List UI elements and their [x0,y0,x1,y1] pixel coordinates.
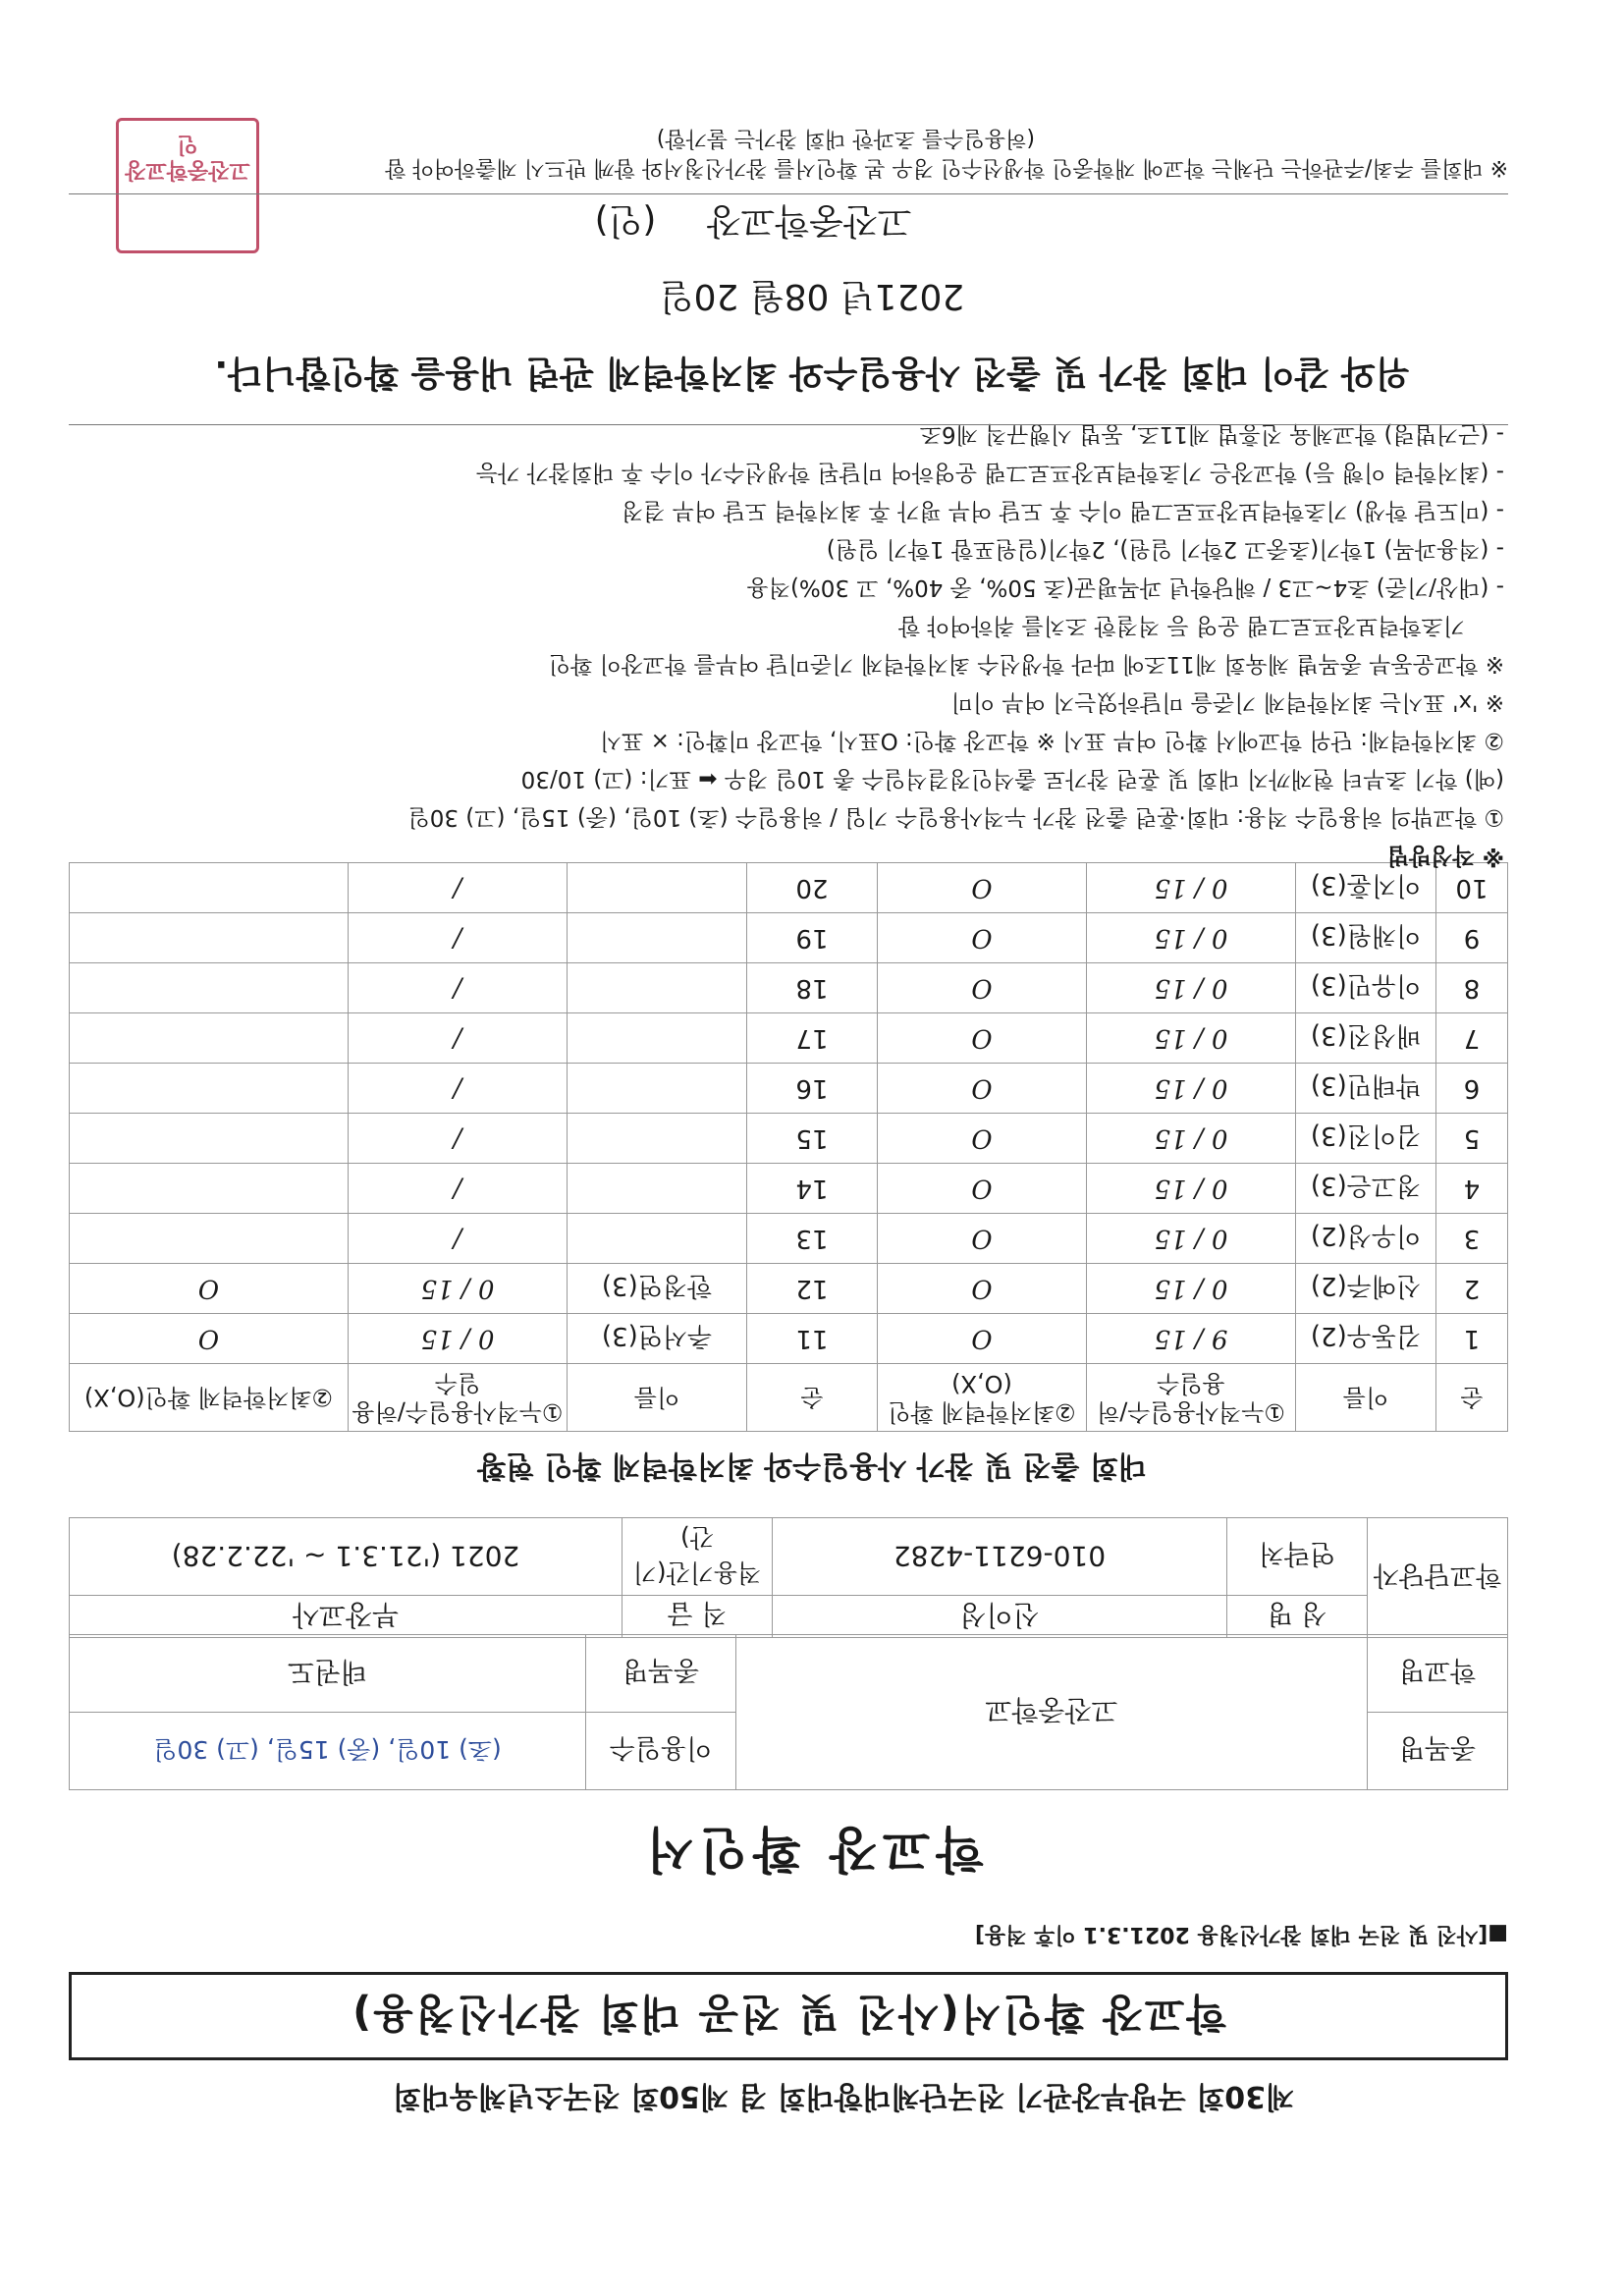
row-min: O [70,1264,349,1314]
table-row [70,913,1508,963]
note-line: ※ 학교운동부 종목별 체육회 제11조에 따라 학생선수 최저학력제 기준미달 여부를 학교장이 확인 [548,651,1504,677]
row-min [70,913,349,963]
row-name: 김동우(2) [1296,1314,1436,1364]
footnote-2: (허용일수를 초과한 대회 참가는 불가함) [656,126,1035,150]
table-row [70,1013,1508,1064]
period-value: 2021 ('21.3.1 ~ '22.2.28) [70,1518,623,1596]
row-usage: 0 / 15 [1087,863,1296,913]
note-line: (예) 학기 초부터 현재까지 대회 및 훈련 참가로 출석인정결석일수 총 10일 경우 ⬅ 표기: (고) 10/30 [520,766,1504,792]
row-name: 이지훈(3) [1296,863,1436,913]
row-min: O [878,1314,1087,1364]
row-min: O [878,1114,1087,1164]
col-name-2: 이름 [568,1364,747,1432]
status-title: 대회 출전 및 참가 사용일수와 최저학력제 확인 현황 [477,1449,1147,1483]
period-label: 적용기간(기간) [623,1518,773,1596]
table-row [70,1214,1508,1264]
row-no: 18 [747,963,878,1013]
note-line: - (미도달 학생) 기초학력보장프로그램 이수 후 도달 여부 평가 후 최저학력 도달 여부 결정 [622,498,1504,523]
row-min [70,1013,349,1064]
col-min: ②최저학력제 확인(O,X) [878,1364,1087,1432]
scope-note: ■[사진 및 전국 대회 참가신청용 2021.3.1 이후 적용] [974,1922,1508,1946]
row-min: O [878,913,1087,963]
note-line: - (최저학력 이행 등) 학교장은 기초학력보장프로그램 운영하여 미달된 학생선수가 이수 후 대회참가 가능 [475,460,1504,485]
col-name: 이름 [1296,1364,1436,1432]
info-table [69,1634,1508,1790]
row-min: O [878,863,1087,913]
name-label: 성 명 [1227,1596,1368,1638]
contact-label: 연락처 [1227,1518,1368,1596]
row-no: 12 [747,1264,878,1314]
confirm-statement: 위와 같이 대회 참가 및 출전 사용일수와 최저학력제 관련 내용을 확인합니다. [214,353,1410,393]
contact-value: 010-6211-4282 [773,1518,1227,1596]
row-name: 배성진(3) [1296,1013,1436,1064]
row-no: 17 [747,1013,878,1064]
footnote: ※ 대회를 주최/주관하는 단체는 학교에 재학중인 학생선수인 경우 본 확인서를 참가신청서와 함께 반드시 제출하여야 함 [385,155,1508,180]
coach-label: 학교담당자 [1368,1518,1508,1638]
event-label: 종목명 [1368,1713,1508,1790]
row-min [70,1214,349,1264]
row-name: 정고은(3) [1296,1164,1436,1214]
row-name: 한정연(3) [568,1264,747,1314]
table-row [70,1164,1508,1214]
name-value: 신이성 [773,1596,1227,1638]
note-line: - (적용과목) 1학기(초중고 2학기 일원), 2학기(일원포함 1학기 일원) [826,536,1504,562]
event-label-2: 종목명 [586,1635,736,1713]
row-no: 5 [1436,1114,1508,1164]
school-sign-name: 고잔중학교장 [706,200,912,241]
row-min: O [878,1064,1087,1114]
row-name: 이우성(2) [1296,1214,1436,1264]
col-usage: ①누적사용일수/허용일수 [1087,1364,1296,1432]
position-value: 부장교사 [70,1596,623,1638]
event-value: 태권도 [70,1635,586,1713]
row-usage: / [349,1164,568,1214]
row-name: 박태민(3) [1296,1064,1436,1114]
row-usage: / [349,913,568,963]
row-usage: / [349,1214,568,1264]
usage-label: 이용일수 [586,1713,736,1790]
row-usage: 9 / 15 [1087,1314,1296,1364]
row-usage: 0 / 15 [1087,963,1296,1013]
row-name: 신예주(2) [1296,1264,1436,1314]
row-min [70,1064,349,1114]
row-min: O [878,1013,1087,1064]
seal-text: 고잔중학교장인 [125,132,250,182]
row-usage: 0 / 15 [1087,1114,1296,1164]
form-title: 학교장 확인서 [640,1821,984,1878]
note-line: ※ 작성방법 [1386,843,1504,868]
table-row [70,1264,1508,1314]
row-name [568,913,747,963]
col-min-2: ②최저학력제 확인(O,X) [70,1364,349,1432]
usage-value: (초) 10일, (중) 15일, (고) 30일 [70,1713,586,1790]
row-min [70,1164,349,1214]
roster-table [69,862,1508,1432]
row-no: 19 [747,913,878,963]
row-usage: 0 / 15 [1087,1064,1296,1114]
row-no: 14 [747,1164,878,1214]
position-label: 직 급 [623,1596,773,1638]
note-line: 기초학력보장프로그램 운영 등 적절한 조치를 취하여야 함 [897,613,1465,638]
row-no: 13 [747,1214,878,1264]
row-usage: 0 / 15 [349,1264,568,1314]
row-no: 6 [1436,1064,1508,1114]
row-usage: 0 / 15 [1087,1013,1296,1064]
table-row [70,963,1508,1013]
note-line: - (근거법령) 학교체육 진흥법 제11조, 동법 시행규칙 제6조 [919,421,1504,447]
row-no: 16 [747,1064,878,1114]
row-usage: / [349,1013,568,1064]
row-min [70,1114,349,1164]
notes-section [51,414,1504,874]
row-no: 15 [747,1114,878,1164]
row-min [70,963,349,1013]
school-value: 고잔중학교 [736,1635,1368,1790]
row-usage: 0 / 15 [1087,1164,1296,1214]
form-box-title: 학교장 확인서(사진 및 전공 대회 참가신청용) [69,1972,1508,2060]
row-usage: / [349,963,568,1013]
row-usage: 0 / 15 [1087,1264,1296,1314]
sign-mark: (인) [594,200,657,241]
note-line: ② 최저학력제: 단위 학교에서 확인 여부 표시 ※ 학교장 확인: O표시, 학교장 미확인: × 표시 [599,728,1504,753]
row-usage: 0 / 15 [349,1314,568,1364]
col-usage-2: ①누적사용일수/허용일수 [349,1364,568,1432]
row-name [568,1214,747,1264]
school-seal-stamp [116,118,259,253]
school-label: 학교명 [1368,1635,1508,1713]
table-row [70,1114,1508,1164]
col-no-2: 순 [747,1364,878,1432]
row-name: 김이진(3) [1296,1114,1436,1164]
roster-body [70,863,1508,1364]
row-usage: 0 / 15 [1087,913,1296,963]
row-usage: 0 / 15 [1087,1214,1296,1264]
row-min: O [878,1164,1087,1214]
row-min: O [70,1314,349,1364]
row-name [568,963,747,1013]
table-row [70,1064,1508,1114]
row-no: 8 [1436,963,1508,1013]
row-no: 9 [1436,913,1508,963]
row-min: O [878,963,1087,1013]
row-no: 10 [1436,863,1508,913]
note-line: ① 학교밖의 허용일수 적용: 대회·훈련 출전 참가 누적사용일수 기입 / 허용일수 (초) 10일, (중) 15일, (고) 30일 [407,804,1504,830]
row-no: 2 [1436,1264,1508,1314]
row-name [568,1164,747,1214]
row-name: 추서연(3) [568,1314,747,1364]
row-usage: / [349,863,568,913]
table-row [70,1314,1508,1364]
row-no: 11 [747,1314,878,1364]
note-line: ※ 'x' 표시는 최저학력제 기준을 미달하였는지 여부 이미 [950,689,1504,715]
row-min: O [878,1264,1087,1314]
row-no: 7 [1436,1013,1508,1064]
coach-table [69,1517,1508,1638]
row-name [568,1064,747,1114]
row-min: O [878,1214,1087,1264]
row-no: 1 [1436,1314,1508,1364]
row-no: 20 [747,863,878,913]
note-line: - (대상/기준) 초4~고3 / 해당학년 과목평균(초 50%, 중 40%, 고 30%)적용 [746,574,1504,600]
row-name: 이채원(3) [1296,913,1436,963]
event-header: 제30회 국방부장관기 전국단체대항대회 겸 제50회 전국소년체육대회 [392,2079,1294,2113]
row-usage: / [349,1114,568,1164]
divider [69,424,1508,425]
sign-date: 2021년 08월 20일 [659,276,965,316]
row-name: 이유민(3) [1296,963,1436,1013]
row-no: 3 [1436,1214,1508,1264]
row-name [568,1114,747,1164]
col-no: 순 [1436,1364,1508,1432]
row-usage: / [349,1064,568,1114]
row-no: 4 [1436,1164,1508,1214]
divider [69,193,1508,194]
row-name [568,1013,747,1064]
